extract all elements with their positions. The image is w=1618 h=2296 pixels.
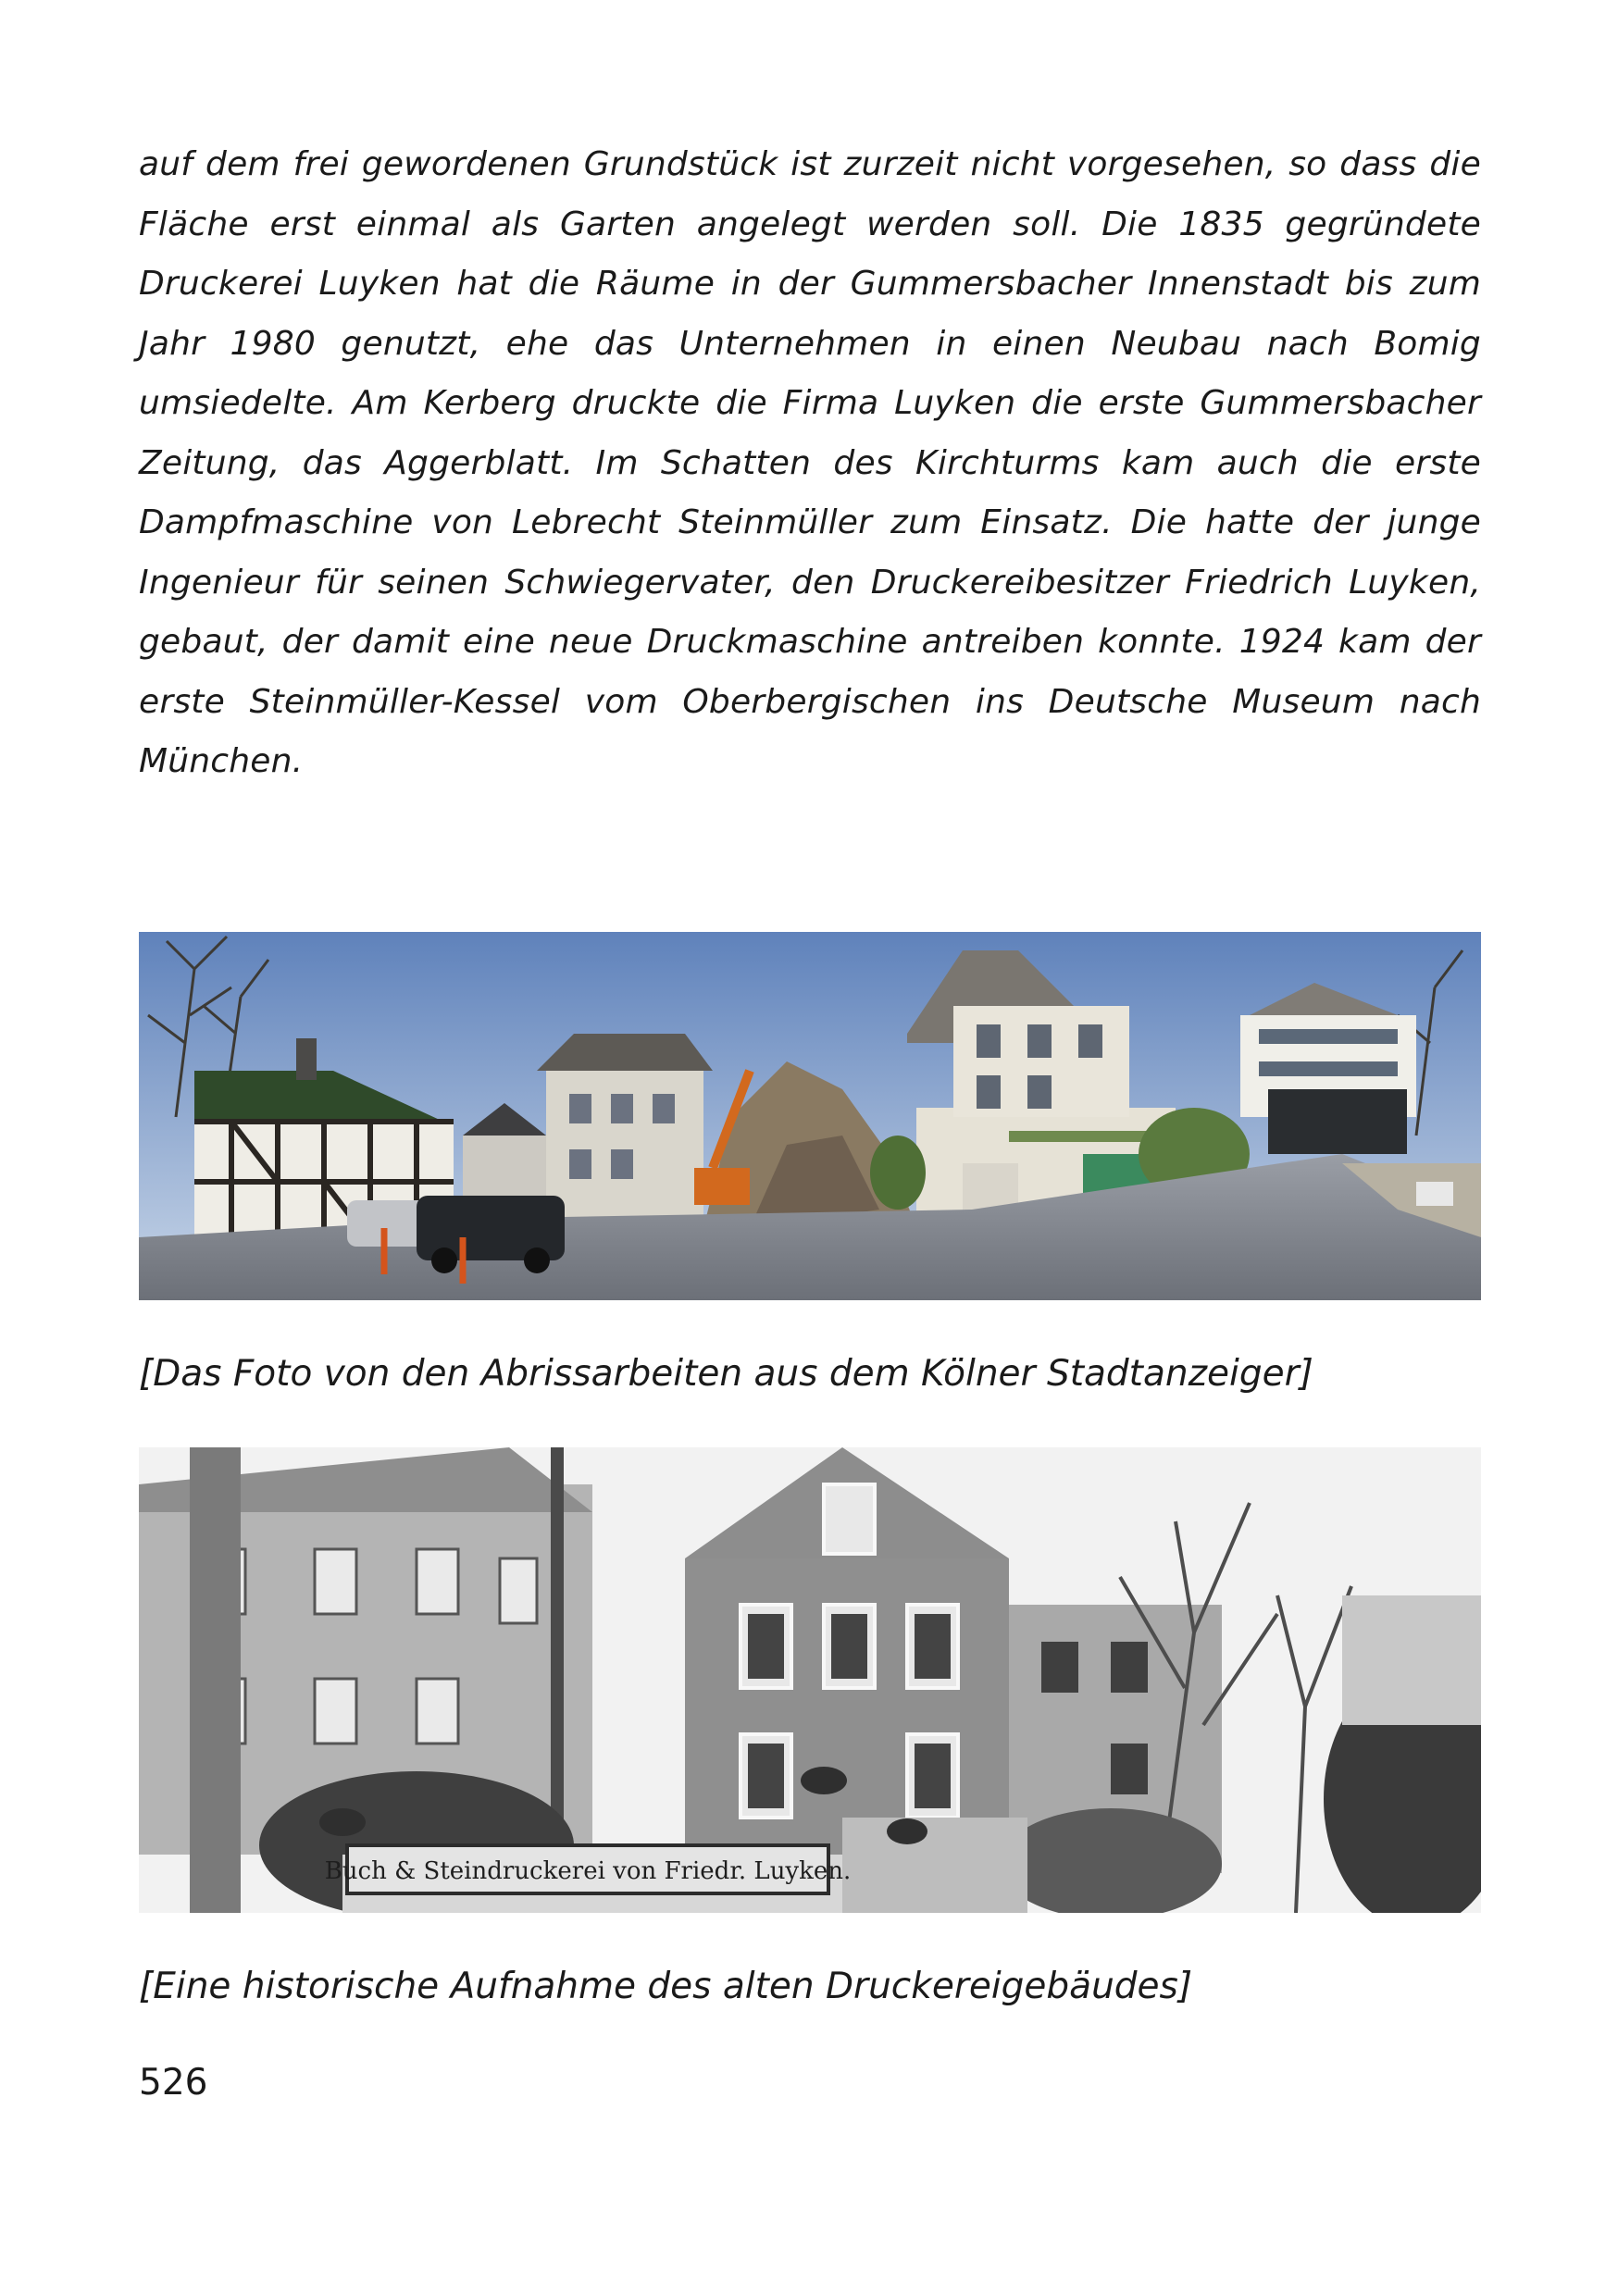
demolition-photo [139,932,1481,1300]
page-number: 526 [139,2062,208,2104]
historic-photo [139,1447,1481,1913]
photo-caption-historic: [Eine historische Aufnahme des alten Druckereigebäudes] [139,1966,1193,2007]
photo-caption-demolition: [Das Foto von den Abrissarbeiten aus dem Kölner Stadtanzeiger] [139,1353,1313,1395]
sign-text: Buch & Steindruckerei von Friedr. Luyken. [324,1857,852,1885]
body-paragraph: auf dem frei gewordenen Grundstück ist zurzeit nicht vorgesehen, so dass die Fläche erst einmal als Garten angelegt werden soll. Die 1835 gegründete Druckerei Luyken hat die Räume in der Gummersbacher Innenstadt bis zum Jahr 1980 genutzt, ehe das Unternehmen in einen Neubau nach Bomig umsiedelte. Am Kerberg druckte die Firma Luyken die erste Gummersbacher Zeitung, das Aggerblatt. Im Schatten des Kirchturms kam auch die erste Dampfmaschine von Lebrecht Steinmüller zum Einsatz. Die hatte der junge Ingenieur für seinen Schwiegervater, den Druckereibesitzer Friedrich Luyken, gebaut, der damit eine neue Druckmaschine antreiben konnte. 1924 kam der erste Steinmüller-Kessel vom Oberbergischen ins Deutsche Museum nach München. [139,145,1481,780]
